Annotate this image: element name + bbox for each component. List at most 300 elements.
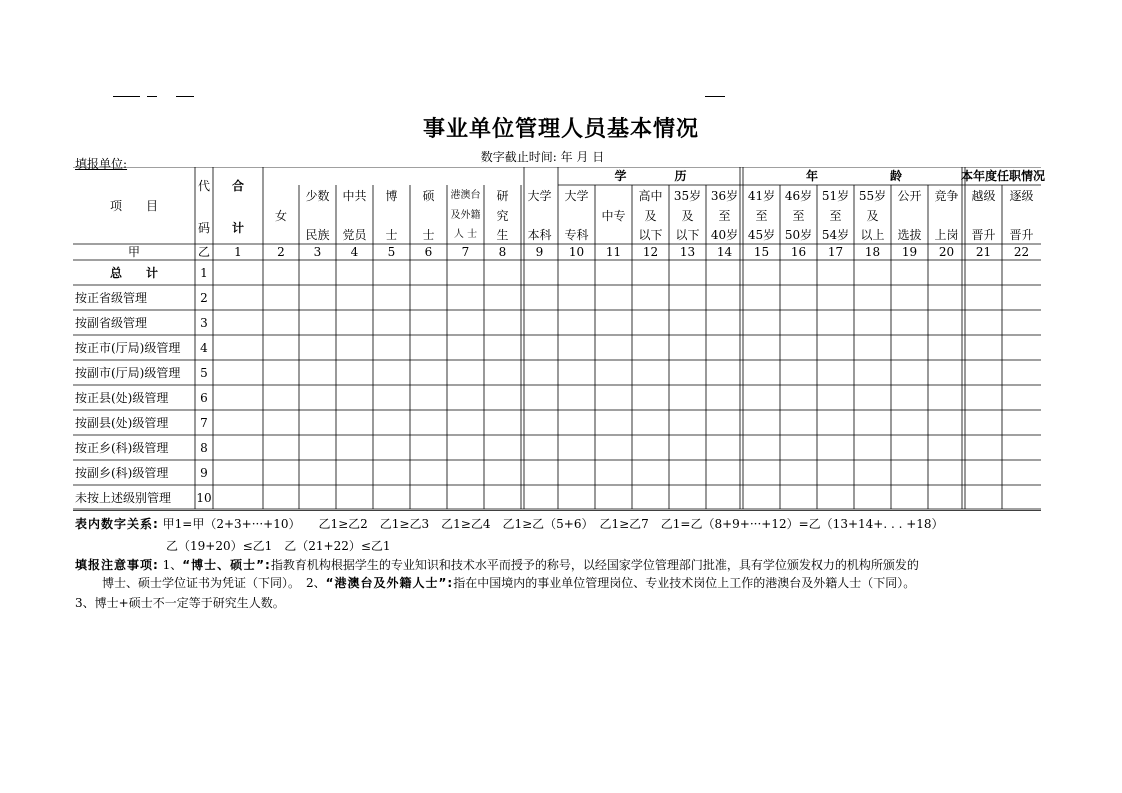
column-header-10-line-3: 专科	[564, 228, 589, 242]
data-cell	[965, 360, 1002, 385]
data-cell	[780, 485, 817, 510]
data-cell	[706, 335, 743, 360]
data-cell	[706, 360, 743, 385]
data-cell	[1002, 385, 1041, 410]
header-dash-3	[176, 96, 194, 97]
data-cell	[595, 410, 632, 435]
data-cell	[336, 310, 373, 335]
data-cell	[558, 410, 595, 435]
row-label-8: 按副乡(科)级管理	[75, 465, 169, 480]
data-cell	[558, 385, 595, 410]
fill-text-1: 指教育机构根据学生的专业知识和技术水平而授予的称号，以经国家学位管理部门批准，具有学位颁发权力的机构所颁发的	[270, 558, 919, 572]
total-header-top: 合	[231, 179, 244, 193]
data-cell	[965, 335, 1002, 360]
data-cell	[854, 485, 891, 510]
data-cell	[817, 435, 854, 460]
data-cell	[263, 435, 299, 460]
index-cell-8: 7	[461, 245, 470, 259]
data-cell	[373, 435, 410, 460]
column-header-4-line-3: 党员	[342, 228, 367, 242]
data-cell	[558, 360, 595, 385]
data-cell	[669, 460, 706, 485]
data-cell	[928, 335, 965, 360]
fill-text-3: 3、博士+硕士不一定等于研究生人数。	[75, 596, 285, 610]
data-cell	[854, 360, 891, 385]
row-label-9: 未按上述级别管理	[75, 490, 172, 505]
fill-label: 填报注意事项:	[75, 558, 159, 572]
data-cell	[213, 360, 263, 385]
index-cell-16: 15	[753, 245, 770, 259]
data-cell	[780, 410, 817, 435]
data-cell	[706, 385, 743, 410]
relation-text-1: 甲1=甲（2+3+···+10） 乙1≥乙2 乙1≥乙3 乙1≥乙4 乙1≥乙（5+6） 乙1≥乙7 乙1=乙（8+9+···+12）=乙（13+14+. . . +18）	[162, 517, 944, 531]
data-cell	[928, 485, 965, 510]
data-cell	[595, 260, 632, 285]
index-cell-19: 18	[864, 245, 881, 259]
column-header-13-line-2: 及	[681, 209, 694, 223]
data-cell	[1002, 310, 1041, 335]
index-cell-9: 8	[498, 245, 507, 259]
data-cell	[299, 310, 336, 335]
data-cell	[817, 410, 854, 435]
column-header-21-line-1: 越级	[971, 189, 996, 203]
column-header-19-line-1: 公开	[897, 189, 922, 203]
data-cell	[484, 285, 521, 310]
data-cell	[632, 335, 669, 360]
data-cell	[410, 435, 447, 460]
item-header: 项 目	[109, 198, 158, 213]
data-cell	[521, 260, 558, 285]
data-cell	[632, 460, 669, 485]
column-header-12-line-3: 以下	[638, 228, 663, 242]
column-header-16-line-1: 46岁	[784, 189, 813, 203]
column-header-8-line-1: 研	[496, 189, 509, 203]
index-cell-22: 21	[975, 245, 992, 259]
data-cell	[299, 485, 336, 510]
code-header-top: 代	[197, 179, 210, 193]
row-label-5: 按正县(处)级管理	[75, 390, 169, 405]
index-cell-15: 14	[716, 245, 733, 259]
data-cell	[213, 485, 263, 510]
column-header-19-line-3: 选拔	[897, 228, 922, 242]
row-label-4: 按副市(厅局)级管理	[75, 365, 181, 380]
column-header-18-line-1: 55岁	[858, 189, 887, 203]
data-cell	[891, 410, 928, 435]
data-cell	[743, 285, 780, 310]
data-cell	[669, 435, 706, 460]
data-cell	[521, 335, 558, 360]
data-cell	[891, 335, 928, 360]
data-cell	[299, 260, 336, 285]
data-cell	[817, 285, 854, 310]
data-cell	[1002, 260, 1041, 285]
data-cell	[336, 335, 373, 360]
index-cell-5: 4	[350, 245, 359, 259]
column-header-22-line-3: 晋升	[1009, 228, 1034, 242]
column-header-14-line-1: 36岁	[710, 189, 739, 203]
data-cell	[669, 485, 706, 510]
data-cell	[558, 285, 595, 310]
data-cell	[1002, 485, 1041, 510]
row-code-3: 4	[200, 340, 208, 355]
data-cell	[965, 260, 1002, 285]
data-cell	[669, 410, 706, 435]
page-title: 事业单位管理人员基本情况	[422, 117, 699, 142]
data-cell	[854, 435, 891, 460]
column-header-7-line-1: 港澳台	[450, 190, 481, 201]
data-cell	[336, 460, 373, 485]
data-cell	[410, 335, 447, 360]
fill-note-line-2	[102, 574, 915, 591]
data-cell	[965, 385, 1002, 410]
data-cell	[928, 385, 965, 410]
index-cell-13: 12	[642, 245, 659, 259]
data-cell	[484, 385, 521, 410]
fill-text-2: 博士、硕士学位证书为凭证（下同）。 2、	[102, 576, 326, 590]
data-cell	[336, 435, 373, 460]
row-code-0: 1	[200, 265, 208, 280]
data-cell	[213, 385, 263, 410]
data-cell	[817, 460, 854, 485]
relation-label: 表内数字关系:	[75, 517, 159, 531]
data-cell	[484, 360, 521, 385]
data-cell	[928, 435, 965, 460]
data-cell	[817, 385, 854, 410]
unit-label: 填报单位:	[75, 157, 128, 171]
data-cell	[521, 385, 558, 410]
data-cell	[521, 360, 558, 385]
data-cell	[780, 460, 817, 485]
data-cell	[595, 310, 632, 335]
data-cell	[928, 410, 965, 435]
data-cell	[669, 360, 706, 385]
data-cell	[854, 285, 891, 310]
index-cell-10: 9	[535, 245, 544, 259]
data-cell	[336, 360, 373, 385]
index-cell-23: 22	[1013, 245, 1030, 259]
data-cell	[632, 360, 669, 385]
row-label-total: 总 计	[109, 265, 158, 280]
column-header-13-line-1: 35岁	[673, 189, 702, 203]
column-header-7-line-3: 人 士	[453, 229, 478, 240]
index-cell-21: 20	[938, 245, 955, 259]
statistics-table	[73, 167, 1046, 511]
column-header-18-line-2: 及	[866, 209, 879, 223]
data-cell	[263, 410, 299, 435]
cutoff-date-label: 数字截止时间: 年 月 日	[480, 150, 605, 164]
row-code-4: 5	[200, 365, 208, 380]
data-cell	[1002, 435, 1041, 460]
appointment-group-header: 本年度任职情况	[961, 169, 1046, 183]
data-cell	[521, 310, 558, 335]
data-cell	[743, 485, 780, 510]
column-header-22-line-1: 逐级	[1009, 189, 1034, 203]
data-cell	[743, 385, 780, 410]
data-cell	[706, 260, 743, 285]
fill-num-1: 1、	[162, 558, 183, 572]
index-cell-11: 10	[568, 245, 585, 259]
data-cell	[336, 410, 373, 435]
index-cell-18: 17	[827, 245, 844, 259]
data-cell	[928, 360, 965, 385]
data-cell	[558, 460, 595, 485]
relation-line-2	[166, 537, 391, 554]
data-cell	[447, 460, 484, 485]
data-cell	[669, 335, 706, 360]
data-cell	[263, 310, 299, 335]
data-cell	[595, 485, 632, 510]
data-cell	[632, 410, 669, 435]
fill-text-2-rest: 指在中国境内的事业单位管理岗位、专业技术岗位上工作的港澳台及外籍人士（下同）。	[453, 576, 916, 590]
column-header-9-line-1: 大学	[527, 189, 552, 203]
row-label-7: 按正乡(科)级管理	[75, 440, 169, 455]
data-cell	[410, 410, 447, 435]
data-cell	[373, 460, 410, 485]
data-cell	[213, 335, 263, 360]
index-cell-17: 16	[790, 245, 807, 259]
data-cell	[410, 310, 447, 335]
column-header-9-line-3: 本科	[527, 228, 552, 242]
data-cell	[817, 260, 854, 285]
data-cell	[965, 485, 1002, 510]
column-header-5-line-3: 士	[385, 228, 398, 242]
data-cell	[743, 335, 780, 360]
column-header-12-line-2: 及	[644, 209, 657, 223]
index-cell-0: 甲	[127, 245, 140, 259]
data-cell	[1002, 410, 1041, 435]
data-cell	[854, 335, 891, 360]
column-header-20-line-1: 竞争	[934, 189, 959, 203]
data-cell	[891, 360, 928, 385]
data-cell	[410, 260, 447, 285]
data-cell	[213, 260, 263, 285]
data-cell	[410, 360, 447, 385]
data-cell	[743, 360, 780, 385]
index-cell-4: 3	[313, 245, 322, 259]
data-cell	[447, 435, 484, 460]
data-cell	[891, 385, 928, 410]
data-cell	[558, 435, 595, 460]
data-cell	[263, 285, 299, 310]
column-header-16-line-3: 50岁	[784, 228, 813, 242]
row-label-1: 按正省级管理	[75, 290, 148, 305]
data-cell	[263, 460, 299, 485]
data-cell	[743, 460, 780, 485]
data-cell	[669, 385, 706, 410]
data-cell	[521, 410, 558, 435]
data-cell	[632, 285, 669, 310]
row-code-2: 3	[200, 315, 208, 330]
index-cell-6: 5	[387, 245, 396, 259]
data-cell	[1002, 460, 1041, 485]
column-header-11-line-2: 中专	[601, 209, 626, 223]
data-cell	[410, 460, 447, 485]
data-cell	[780, 335, 817, 360]
index-cell-12: 11	[605, 245, 622, 259]
data-cell	[669, 285, 706, 310]
row-code-9: 10	[196, 490, 212, 505]
data-cell	[891, 260, 928, 285]
data-cell	[632, 310, 669, 335]
row-label-6: 按副县(处)级管理	[75, 415, 169, 430]
column-header-6-line-1: 硕	[422, 189, 435, 203]
header-dash-1	[113, 96, 140, 97]
column-header-3-line-3: 民族	[305, 228, 330, 242]
index-cell-7: 6	[424, 245, 433, 259]
row-label-3: 按正市(厅局)级管理	[75, 340, 181, 355]
column-header-14-line-2: 至	[718, 209, 731, 223]
row-code-7: 8	[200, 440, 208, 455]
column-header-17-line-1: 51岁	[821, 189, 850, 203]
data-cell	[484, 485, 521, 510]
data-cell	[299, 360, 336, 385]
data-cell	[484, 260, 521, 285]
column-header-16-line-2: 至	[792, 209, 805, 223]
data-cell	[447, 410, 484, 435]
data-cell	[854, 310, 891, 335]
data-cell	[595, 435, 632, 460]
data-cell	[447, 485, 484, 510]
column-header-15-line-1: 41岁	[747, 189, 776, 203]
row-code-8: 9	[200, 465, 208, 480]
index-cell-3: 2	[277, 245, 285, 259]
data-cell	[213, 460, 263, 485]
data-cell	[595, 285, 632, 310]
column-header-12-line-1: 高中	[638, 189, 663, 203]
data-cell	[780, 385, 817, 410]
data-cell	[780, 310, 817, 335]
header-dash-2	[147, 96, 157, 97]
data-cell	[373, 360, 410, 385]
data-cell	[706, 435, 743, 460]
data-cell	[743, 435, 780, 460]
column-header-2-line-2: 女	[274, 209, 287, 223]
data-cell	[336, 385, 373, 410]
data-cell	[780, 435, 817, 460]
fill-note-line-1	[75, 556, 919, 573]
column-header-8-line-2: 究	[496, 209, 509, 223]
data-cell	[373, 285, 410, 310]
data-cell	[706, 285, 743, 310]
total-header-bottom: 计	[231, 221, 244, 235]
data-cell	[521, 460, 558, 485]
row-code-5: 6	[200, 390, 208, 405]
data-cell	[595, 335, 632, 360]
data-cell	[373, 310, 410, 335]
data-cell	[595, 385, 632, 410]
data-cell	[213, 410, 263, 435]
data-cell	[854, 260, 891, 285]
data-cell	[891, 485, 928, 510]
data-cell	[891, 435, 928, 460]
data-cell	[521, 285, 558, 310]
data-cell	[780, 260, 817, 285]
data-cell	[373, 260, 410, 285]
column-header-20-line-3: 上岗	[934, 228, 959, 242]
data-cell	[743, 260, 780, 285]
data-cell	[706, 310, 743, 335]
data-cell	[1002, 285, 1041, 310]
data-cell	[484, 310, 521, 335]
data-cell	[669, 310, 706, 335]
data-cell	[891, 310, 928, 335]
data-cell	[965, 410, 1002, 435]
column-header-21-line-3: 晋升	[971, 228, 996, 242]
data-cell	[521, 485, 558, 510]
data-cell	[447, 360, 484, 385]
column-header-13-line-3: 以下	[675, 228, 700, 242]
data-cell	[373, 335, 410, 360]
data-cell	[817, 360, 854, 385]
data-cell	[447, 260, 484, 285]
data-cell	[817, 335, 854, 360]
data-cell	[558, 335, 595, 360]
index-cell-20: 19	[901, 245, 918, 259]
data-cell	[743, 410, 780, 435]
data-cell	[743, 310, 780, 335]
data-cell	[632, 260, 669, 285]
data-cell	[558, 310, 595, 335]
data-cell	[817, 310, 854, 335]
data-cell	[484, 435, 521, 460]
data-cell	[263, 360, 299, 385]
data-cell	[965, 460, 1002, 485]
column-header-4-line-1: 中共	[342, 189, 367, 203]
data-cell	[891, 460, 928, 485]
data-cell	[928, 260, 965, 285]
data-cell	[299, 460, 336, 485]
relation-text-2: 乙（19+20）≤乙1 乙（21+22）≤乙1	[166, 539, 391, 553]
age-group-header: 年 龄	[805, 169, 902, 183]
data-cell	[632, 485, 669, 510]
relation-line-1	[75, 515, 944, 532]
column-header-18-line-3: 以上	[860, 228, 885, 242]
data-cell	[928, 460, 965, 485]
row-label-2: 按副省级管理	[75, 315, 148, 330]
data-cell	[1002, 360, 1041, 385]
data-cell	[263, 485, 299, 510]
column-header-15-line-3: 45岁	[747, 228, 776, 242]
column-header-5-line-1: 博	[385, 189, 398, 203]
index-cell-2: 1	[234, 245, 242, 259]
column-header-8-line-3: 生	[496, 228, 509, 242]
data-cell	[632, 385, 669, 410]
data-cell	[854, 410, 891, 435]
data-cell	[336, 260, 373, 285]
column-header-17-line-2: 至	[829, 209, 842, 223]
fill-term-1: “博士、硕士”:	[182, 558, 271, 572]
data-cell	[484, 460, 521, 485]
header-dash-4	[705, 96, 725, 97]
data-cell	[263, 260, 299, 285]
education-group-header: 学 历	[614, 169, 687, 183]
data-cell	[1002, 335, 1041, 360]
data-cell	[213, 435, 263, 460]
data-cell	[595, 460, 632, 485]
data-cell	[965, 285, 1002, 310]
data-cell	[410, 485, 447, 510]
data-cell	[299, 335, 336, 360]
data-cell	[595, 360, 632, 385]
data-cell	[706, 410, 743, 435]
data-cell	[780, 285, 817, 310]
data-cell	[447, 285, 484, 310]
data-cell	[373, 385, 410, 410]
data-cell	[373, 410, 410, 435]
data-cell	[213, 285, 263, 310]
data-cell	[213, 310, 263, 335]
data-cell	[410, 285, 447, 310]
